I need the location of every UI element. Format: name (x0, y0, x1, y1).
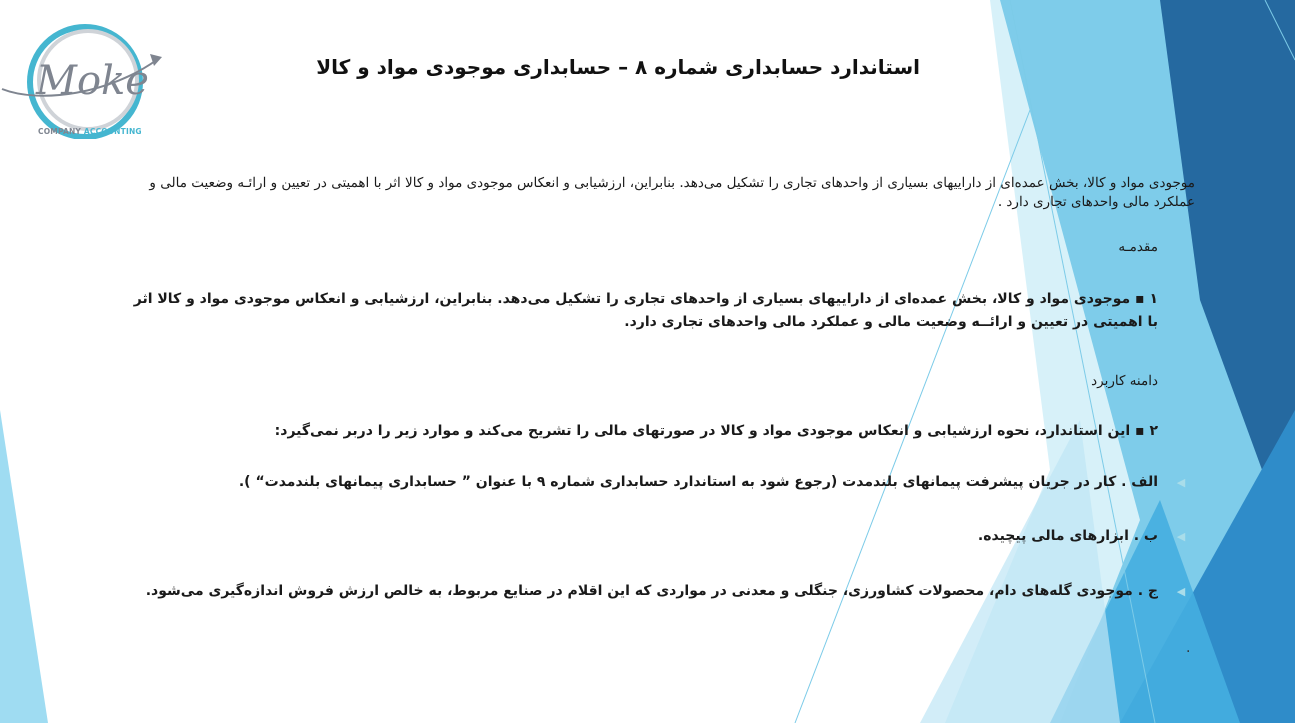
bullet-item-jim (146, 583, 1190, 599)
triangle-arrow-icon: ◀ (1176, 529, 1186, 543)
logo-caption-company: COMPANY (38, 127, 82, 136)
bullet-item-be (978, 528, 1190, 544)
section-heading-intro: مقدمـه (1118, 239, 1158, 255)
slide-title: استاندارد حسابداری شماره ۸ – حسابداری موجودی مواد و کالا (316, 55, 920, 79)
bullet-text: ب . ابزارهای مالی پیچیده. (977, 528, 1158, 544)
svg-text:Moke: Moke (36, 58, 149, 104)
bullet-text: الف . کار در جریان پیشرفت پیمانهای بلندمدت (رجوع شود به استاندارد حسابداری شماره ۹ با عنوان ” حسابداری پیمانهای بلندمدت“ ). (238, 474, 1158, 490)
triangle-arrow-icon: ◀ (1176, 584, 1186, 598)
company-logo (0, 14, 165, 139)
paragraph-1: ۱ ▪ موجودی مواد و کالا، بخش عمده‌ای از داراییهای بسیاری از واحدهای تجاری را تشکیل می‌دهد. بنابراین، ارزشیابی و انعکاس موجودی مواد و کالا اثر با اهمیتی در تعیین و ارائــه وضعیت مالی و عملکرد مالی واحدهای تجاری دارد. (133, 291, 1158, 330)
section-heading-scope: دامنه کاربرد (1091, 373, 1158, 389)
triangle-arrow-icon: ◀ (1176, 475, 1186, 489)
paragraph-2: ۲ ▪ این استاندارد، نحوه ارزشیابی و انعکاس موجودی مواد و کالا در صورتهای مالی را تشریح می‌کند و موارد زیر را دربر نمی‌گیرد: (274, 423, 1158, 439)
intro-paragraph: موجودی مواد و کالا، بخش عمده‌ای از داراییهای بسیاری از واحدهای تجاری را تشکیل می‌دهد. بنابراین، ارزشیابی و انعکاس موجودی مواد و کالا اثر با اهمیتی در تعیین و ارائـه وضعیت مالی و عملکرد مالی واحدهای تجاری دارد . (149, 175, 1195, 210)
left-accent-shape (0, 410, 48, 723)
logo-caption-accounting: ACCOUNTING (83, 127, 142, 136)
logo-caption (38, 127, 142, 136)
bullet-text: ج . موجودی گله‌های دام، محصولات کشاورزی، جنگلی و معدنی در مواردی که این اقلام در صنایع مربوط، به خالص ارزش فروش اندازه‌گیری می‌شود. (145, 583, 1158, 599)
bullet-item-alef (239, 474, 1190, 490)
trailing-mark: . (1186, 640, 1191, 656)
